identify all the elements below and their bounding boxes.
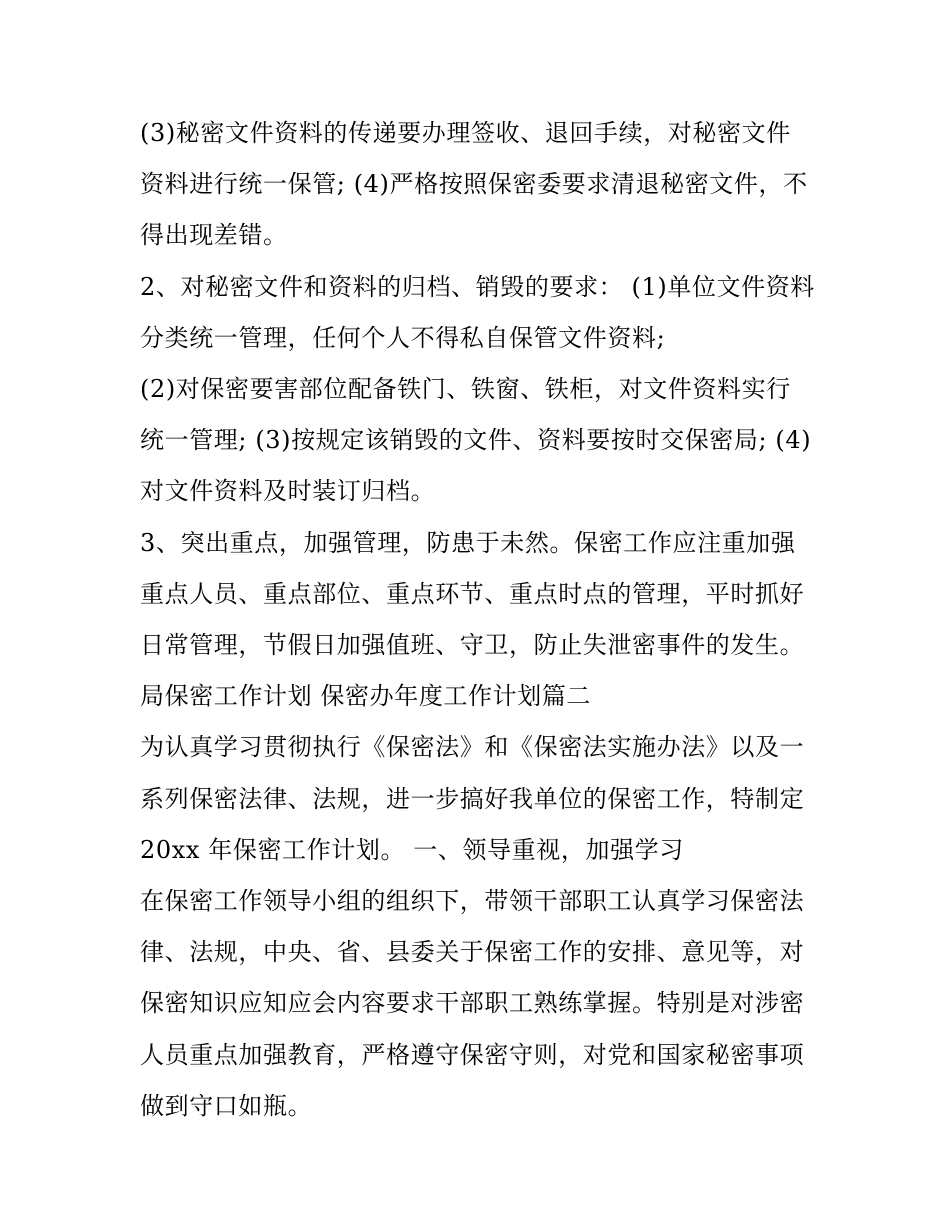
text-line: 人员重点加强教育，严格遵守保密守则，对党和国家秘密事项	[140, 1040, 805, 1069]
document-page	[140, 108, 815, 1132]
text-line: 在保密工作领导小组的组织下，带领干部职工认真学习保密法	[140, 887, 805, 916]
text-line: 系列保密法律、法规，进一步搞好我单位的保密工作，特制定	[140, 784, 805, 813]
paragraph-secret-file-handling	[140, 108, 810, 262]
text-line: 日常管理，节假日加强值班、守卫，防止失泄密事件的发生。	[140, 631, 805, 660]
text-line: 重点人员、重点部位、重点环节、重点时点的管理，平时抓好	[140, 579, 805, 608]
text-line: 资料进行统一保管; (4)严格按照保密委要求清退秘密文件，不	[140, 170, 808, 199]
text-line: 统一管理; (3)按规定该销毁的文件、资料要按时交保密局; (4)	[140, 426, 812, 455]
text-line: (3)秘密文件资料的传递要办理签收、退回手续，对秘密文件	[140, 119, 791, 147]
paragraph-archive-destroy-requirements	[140, 262, 815, 364]
text-line: 为认真学习贯彻执行《保密法》和《保密法实施办法》以及一	[140, 733, 805, 762]
text-line: 3、突出重点，加强管理，防患于未然。保密工作应注重加强	[140, 528, 796, 557]
text-line: 20xx 年保密工作计划。 一、领导重视，加强学习	[140, 835, 684, 864]
section-heading	[140, 671, 810, 722]
text-line: 得出现差错。	[140, 221, 288, 250]
paragraph-plan-intro	[140, 722, 810, 876]
paragraph-security-facilities	[140, 364, 810, 518]
text-line: 局保密工作计划 保密办年度工作计划篇二	[140, 682, 592, 711]
text-line: (2)对保密要害部位配备铁门、铁窗、铁柜，对文件资料实行	[140, 375, 791, 404]
paragraph-key-points	[140, 518, 810, 672]
text-line: 2、对秘密文件和资料的归档、销毁的要求： (1)单位文件资料	[140, 272, 815, 301]
text-line: 保密知识应知应会内容要求干部职工熟练掌握。特别是对涉密	[140, 989, 805, 1018]
text-line: 对文件资料及时装订归档。	[140, 477, 436, 506]
paragraph-leadership-study	[140, 876, 810, 1132]
text-line: 律、法规，中央、省、县委关于保密工作的安排、意见等，对	[140, 938, 805, 967]
text-line: 分类统一管理，任何个人不得私自保管文件资料;	[140, 323, 666, 352]
text-line: 做到守口如瓶。	[140, 1091, 313, 1120]
